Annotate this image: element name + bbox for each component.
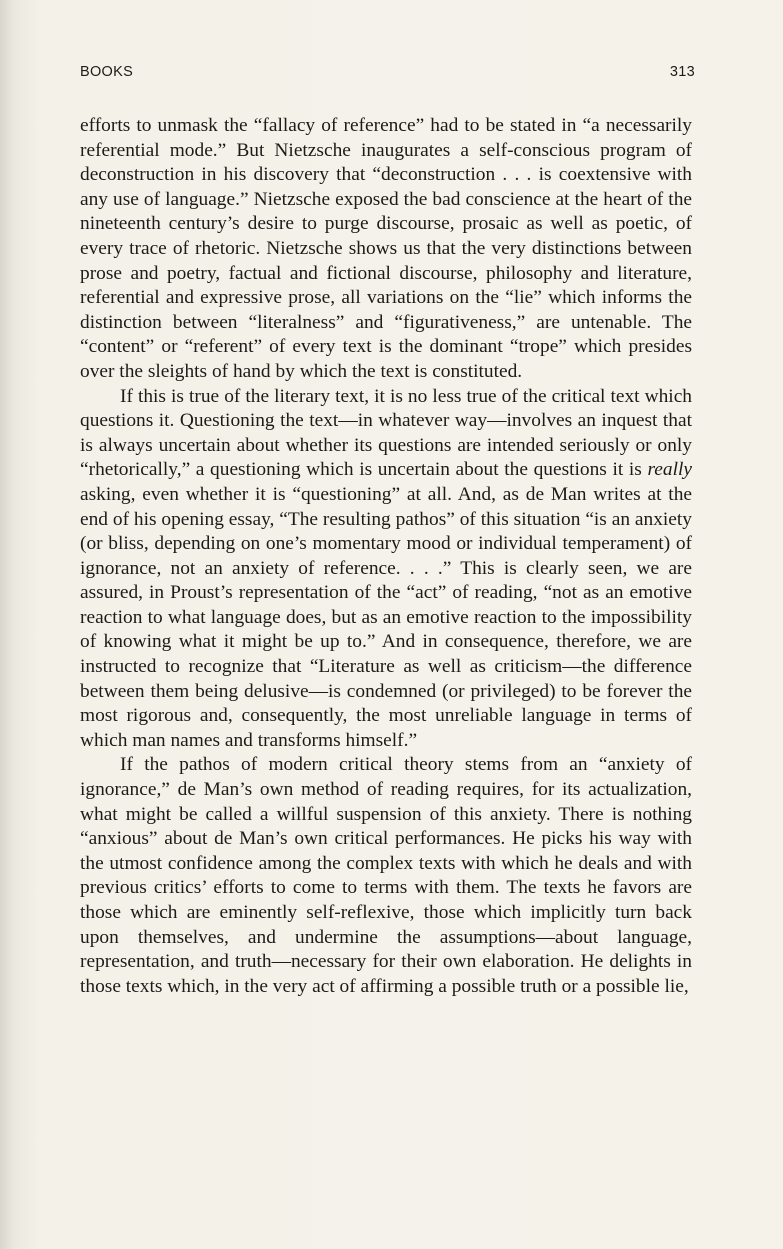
paragraph-1: efforts to unmask the “fallacy of reference” had to be stated in “a necessarily referential mode.” But Nietzsche inaugurates a self-conscious program of deconstruction in his discovery that “deconstruction . . . is coextensive with any use of language.” Nietzsche exposed the bad conscience at the heart of the nineteenth century’s desire to purge discourse, prosaic as well as poetic, of every trace of rhetoric. Nietzsche shows us that the very distinctions between prose and poetry, factual and fictional discourse, philosophy and literature, referential and expressive prose, all variations on the “lie” which informs the distinction between “literalness” and “figurativeness,” are untenable. The “content” or “referent” of every text is the dominant “trope” which presides over the sleights of hand by which the text is constituted.	[80, 115, 692, 382]
paragraph-3: If the pathos of modern critical theory stems from an “anxiety of ignorance,” de Man’s own method of reading requires, for its actualization, what might be called a willful suspension of this anxiety. There is nothing “anxious” about de Man’s own critical performances. He picks his way with the utmost confidence among the complex texts with which he deals and with previous critics’ efforts to come to terms with them. The texts he favors are those which are eminently self-reflexive, those which implicitly turn back upon themselves, and undermine the assumptions—about language, representation, and truth—necessary for their own elaboration. He delights in those texts which, in the very act of affirming a possible truth or a possible lie,	[80, 754, 692, 997]
running-head: BOOKS	[80, 64, 134, 80]
page-number: 313	[669, 64, 695, 80]
paragraph-2: If this is true of the literary text, it is no less true of the critical text which questions it. Questioning the text—in whatever way—involves an inquest that is always uncertain about whether its questions are intended seriously or only “rhetorically,” a questioning which is uncertain about the questions it is really asking, even whether it is “questioning” at all. And, as de Man writes at the end of his opening essay, “The resulting pathos” of this situation “is an anxiety (or bliss, depending on one’s momentary mood or individual temperament) of ignorance, not an anxiety of reference. . . .” This is clearly seen, we are assured, in Proust’s representation of the “act” of reading, “not as an emotive reaction to what language does, but as an emotive reaction to the impossibility of knowing what it might be up to.” And in consequence, therefore, we are instructed to recognize that “Literature as well as criticism—the difference between them being delusive—is condemned (or privileged) to be forever the most rigorous and, consequently, the most unreliable language in terms of which man names and transforms himself.”	[80, 385, 692, 751]
emphasis-really: really	[647, 459, 692, 481]
running-header	[80, 64, 695, 88]
body-text	[80, 114, 692, 999]
